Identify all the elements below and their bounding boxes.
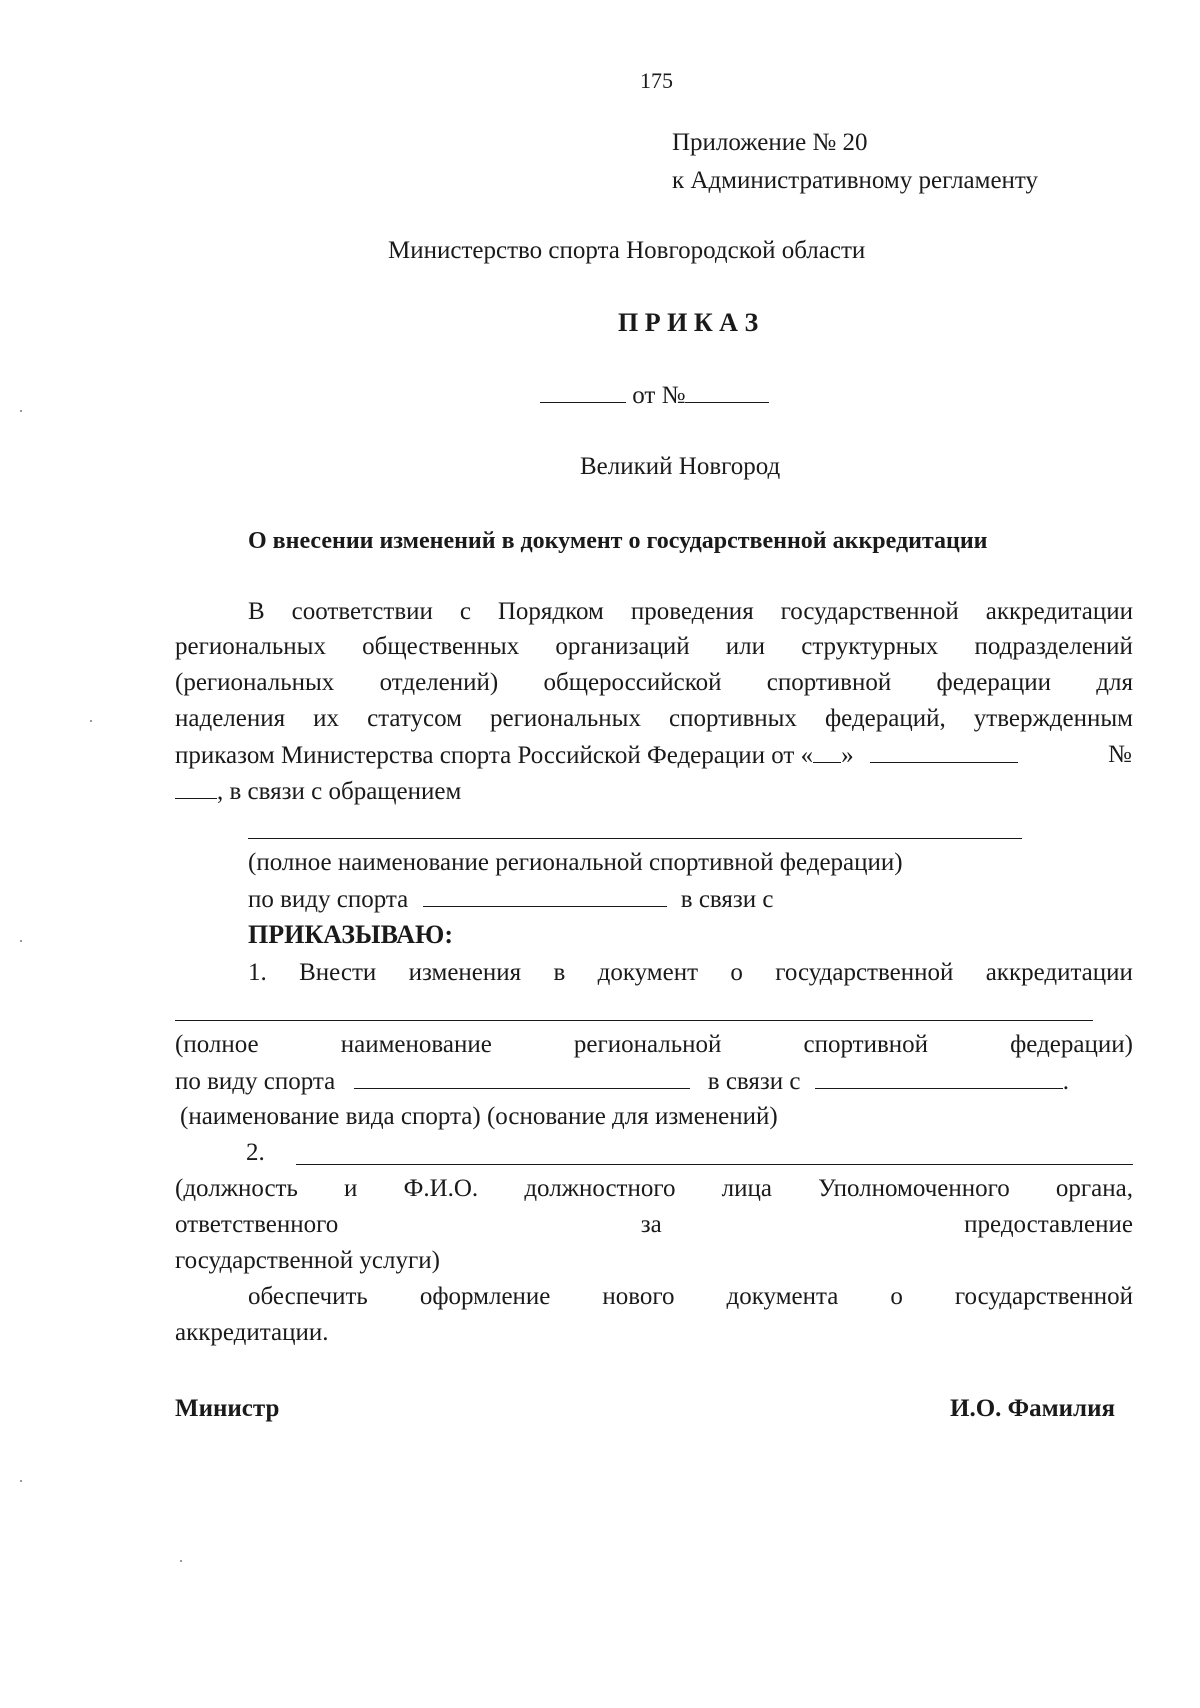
preamble-line-3: (региональных отделений) общероссийской спортивной федерации для xyxy=(175,669,1133,696)
city: Великий Новгород xyxy=(580,453,781,480)
signature-name: И.О. Фамилия xyxy=(950,1395,1116,1422)
item-1-line: 1. Внести изменения в документ о государственной аккредитации xyxy=(248,959,1133,986)
preamble-line-6: , в связи с обращением xyxy=(175,776,461,807)
number-blank xyxy=(685,380,769,403)
item-1-caption: (полное наименование региональной спортивной федерации) xyxy=(175,1031,1133,1058)
preamble-line-5: приказом Министерства спорта Российской Федерации от « » xyxy=(175,740,1018,771)
item-1-federation-blank xyxy=(175,1020,1093,1021)
date-blank xyxy=(540,380,626,403)
scan-speck xyxy=(180,1560,182,1562)
item-1-sport-blank xyxy=(354,1066,690,1089)
item-1-sport-line: по виду спорта в связи с . xyxy=(175,1068,1069,1095)
item-2-action-end: аккредитации. xyxy=(175,1319,329,1346)
appendix-line-2: к Административному регламенту xyxy=(672,167,1039,194)
item-2-caption-2: ответственного за предоставление xyxy=(175,1211,1133,1238)
item-1-basis-blank xyxy=(815,1066,1063,1089)
scan-speck xyxy=(20,410,22,412)
item-1-caption-2: (наименование вида спорта) (основание для изменений) xyxy=(180,1103,778,1130)
month-blank xyxy=(870,740,1018,763)
scan-speck xyxy=(20,940,22,942)
item-2-official-blank xyxy=(296,1164,1133,1165)
item-2-number: 2. xyxy=(246,1139,265,1166)
federation-caption: (полное наименование региональной спортивной федерации) xyxy=(248,849,903,876)
document-type: П Р И К А З xyxy=(618,308,759,337)
order-word: ПРИКАЗЫВАЮ: xyxy=(248,920,453,949)
ministry-name: Министерство спорта Новгородской области xyxy=(388,237,866,264)
preamble-line-2: региональных общественных организаций или структурных подразделений xyxy=(175,633,1133,660)
signature-position: Министр xyxy=(175,1395,280,1422)
federation-name-blank xyxy=(248,838,1022,839)
preamble-line-4: наделения их статусом региональных спортивных федераций, утвержденным xyxy=(175,705,1133,732)
from-number-label: от № xyxy=(632,382,686,409)
scan-speck xyxy=(90,720,92,722)
day-blank xyxy=(813,740,841,763)
sport-line: по виду спорта в связи с xyxy=(248,886,774,913)
order-number-blank xyxy=(175,776,217,799)
page-number: 175 xyxy=(640,68,673,93)
appendix-line-1: Приложение № 20 xyxy=(672,129,868,156)
document-title: О внесении изменений в документ о государственной аккредитации xyxy=(248,528,988,554)
item-2-caption-1: (должность и Ф.И.О. должностного лица Уполномоченного органа, xyxy=(175,1175,1133,1202)
preamble-number-sign: № xyxy=(1108,741,1132,768)
date-number-line xyxy=(540,380,769,411)
item-2-caption-3: государственной услуги) xyxy=(175,1247,440,1274)
item-2-action-line: обеспечить оформление нового документа о государственной xyxy=(248,1283,1133,1310)
scan-speck xyxy=(20,1480,22,1482)
preamble-line-1: В соответствии с Порядком проведения государственной аккредитации xyxy=(248,598,1133,625)
sport-blank xyxy=(423,884,667,907)
